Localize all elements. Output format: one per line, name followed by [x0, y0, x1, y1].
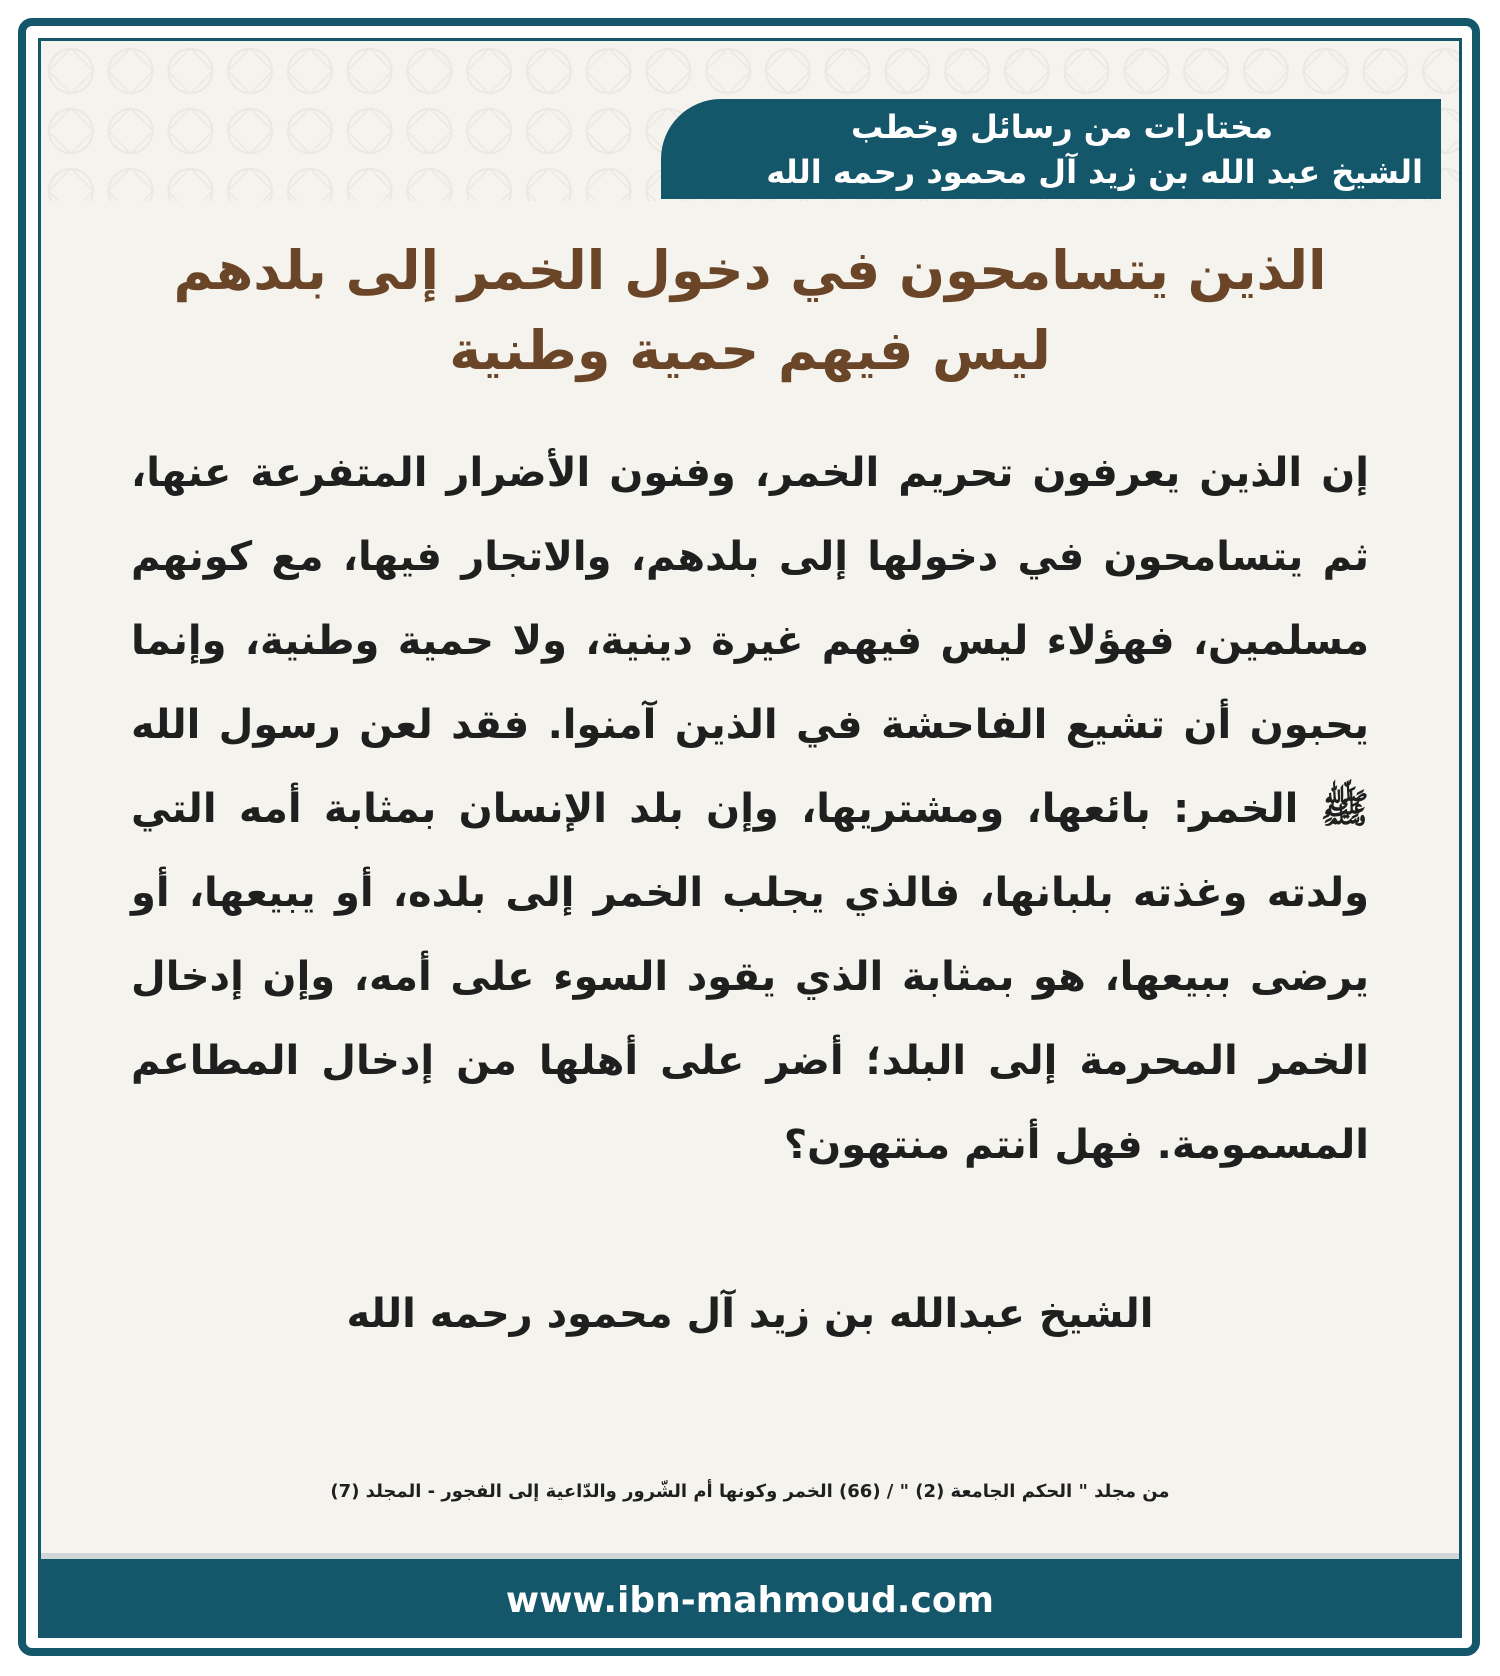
header-banner	[661, 99, 1441, 199]
header-author: الشيخ عبد الله بن زيد آل محمود رحمه الله	[766, 153, 1423, 191]
card	[38, 38, 1462, 1638]
article-title	[101, 231, 1399, 391]
title-line-1: الذين يتسامحون في دخول الخمر إلى بلدهم	[173, 239, 1327, 302]
source-reference: من مجلد " الحكم الجامعة (2) " / (66) الخمر وكونها أم الشّرور والدّاعية إلى الفجور - المجلد (7)	[330, 1481, 1170, 1502]
footer-bar	[41, 1553, 1459, 1638]
article-body: إن الذين يعرفون تحريم الخمر، وفنون الأضرار المتفرعة عنها، ثم يتسامحون في دخولها إلى بلدهم، والاتجار فيها، مع كونهم مسلمين، فهؤلاء ليس فيهم غيرة دينية، ولا حمية وطنية، وإنما يحبون أن تشيع الفاحشة في الذين آمنوا. فقد لعن رسول الله ﷺ الخمر: بائعها، ومشتريها، وإن بلد الإنسان بمثابة أمه التي ولدته وغذته بلبانها، فالذي يجلب الخمر إلى بلده، أو يبيعها، أو يرضى ببيعها، هو بمثابة الذي يقود السوء على أمه، وإن إدخال الخمر المحرمة إلى البلد؛ أضر على أهلها من إدخال المطاعم المسمومة. فهل أنتم منتهون؟	[131, 450, 1369, 1168]
header-series-title: مختارات من رسائل وخطب	[850, 108, 1273, 146]
website-link[interactable]: www.ibn-mahmoud.com	[505, 1579, 995, 1621]
title-line-2: ليس فيهم حمية وطنية	[449, 319, 1051, 382]
author-signature: الشيخ عبدالله بن زيد آل محمود رحمه الله	[346, 1291, 1154, 1337]
